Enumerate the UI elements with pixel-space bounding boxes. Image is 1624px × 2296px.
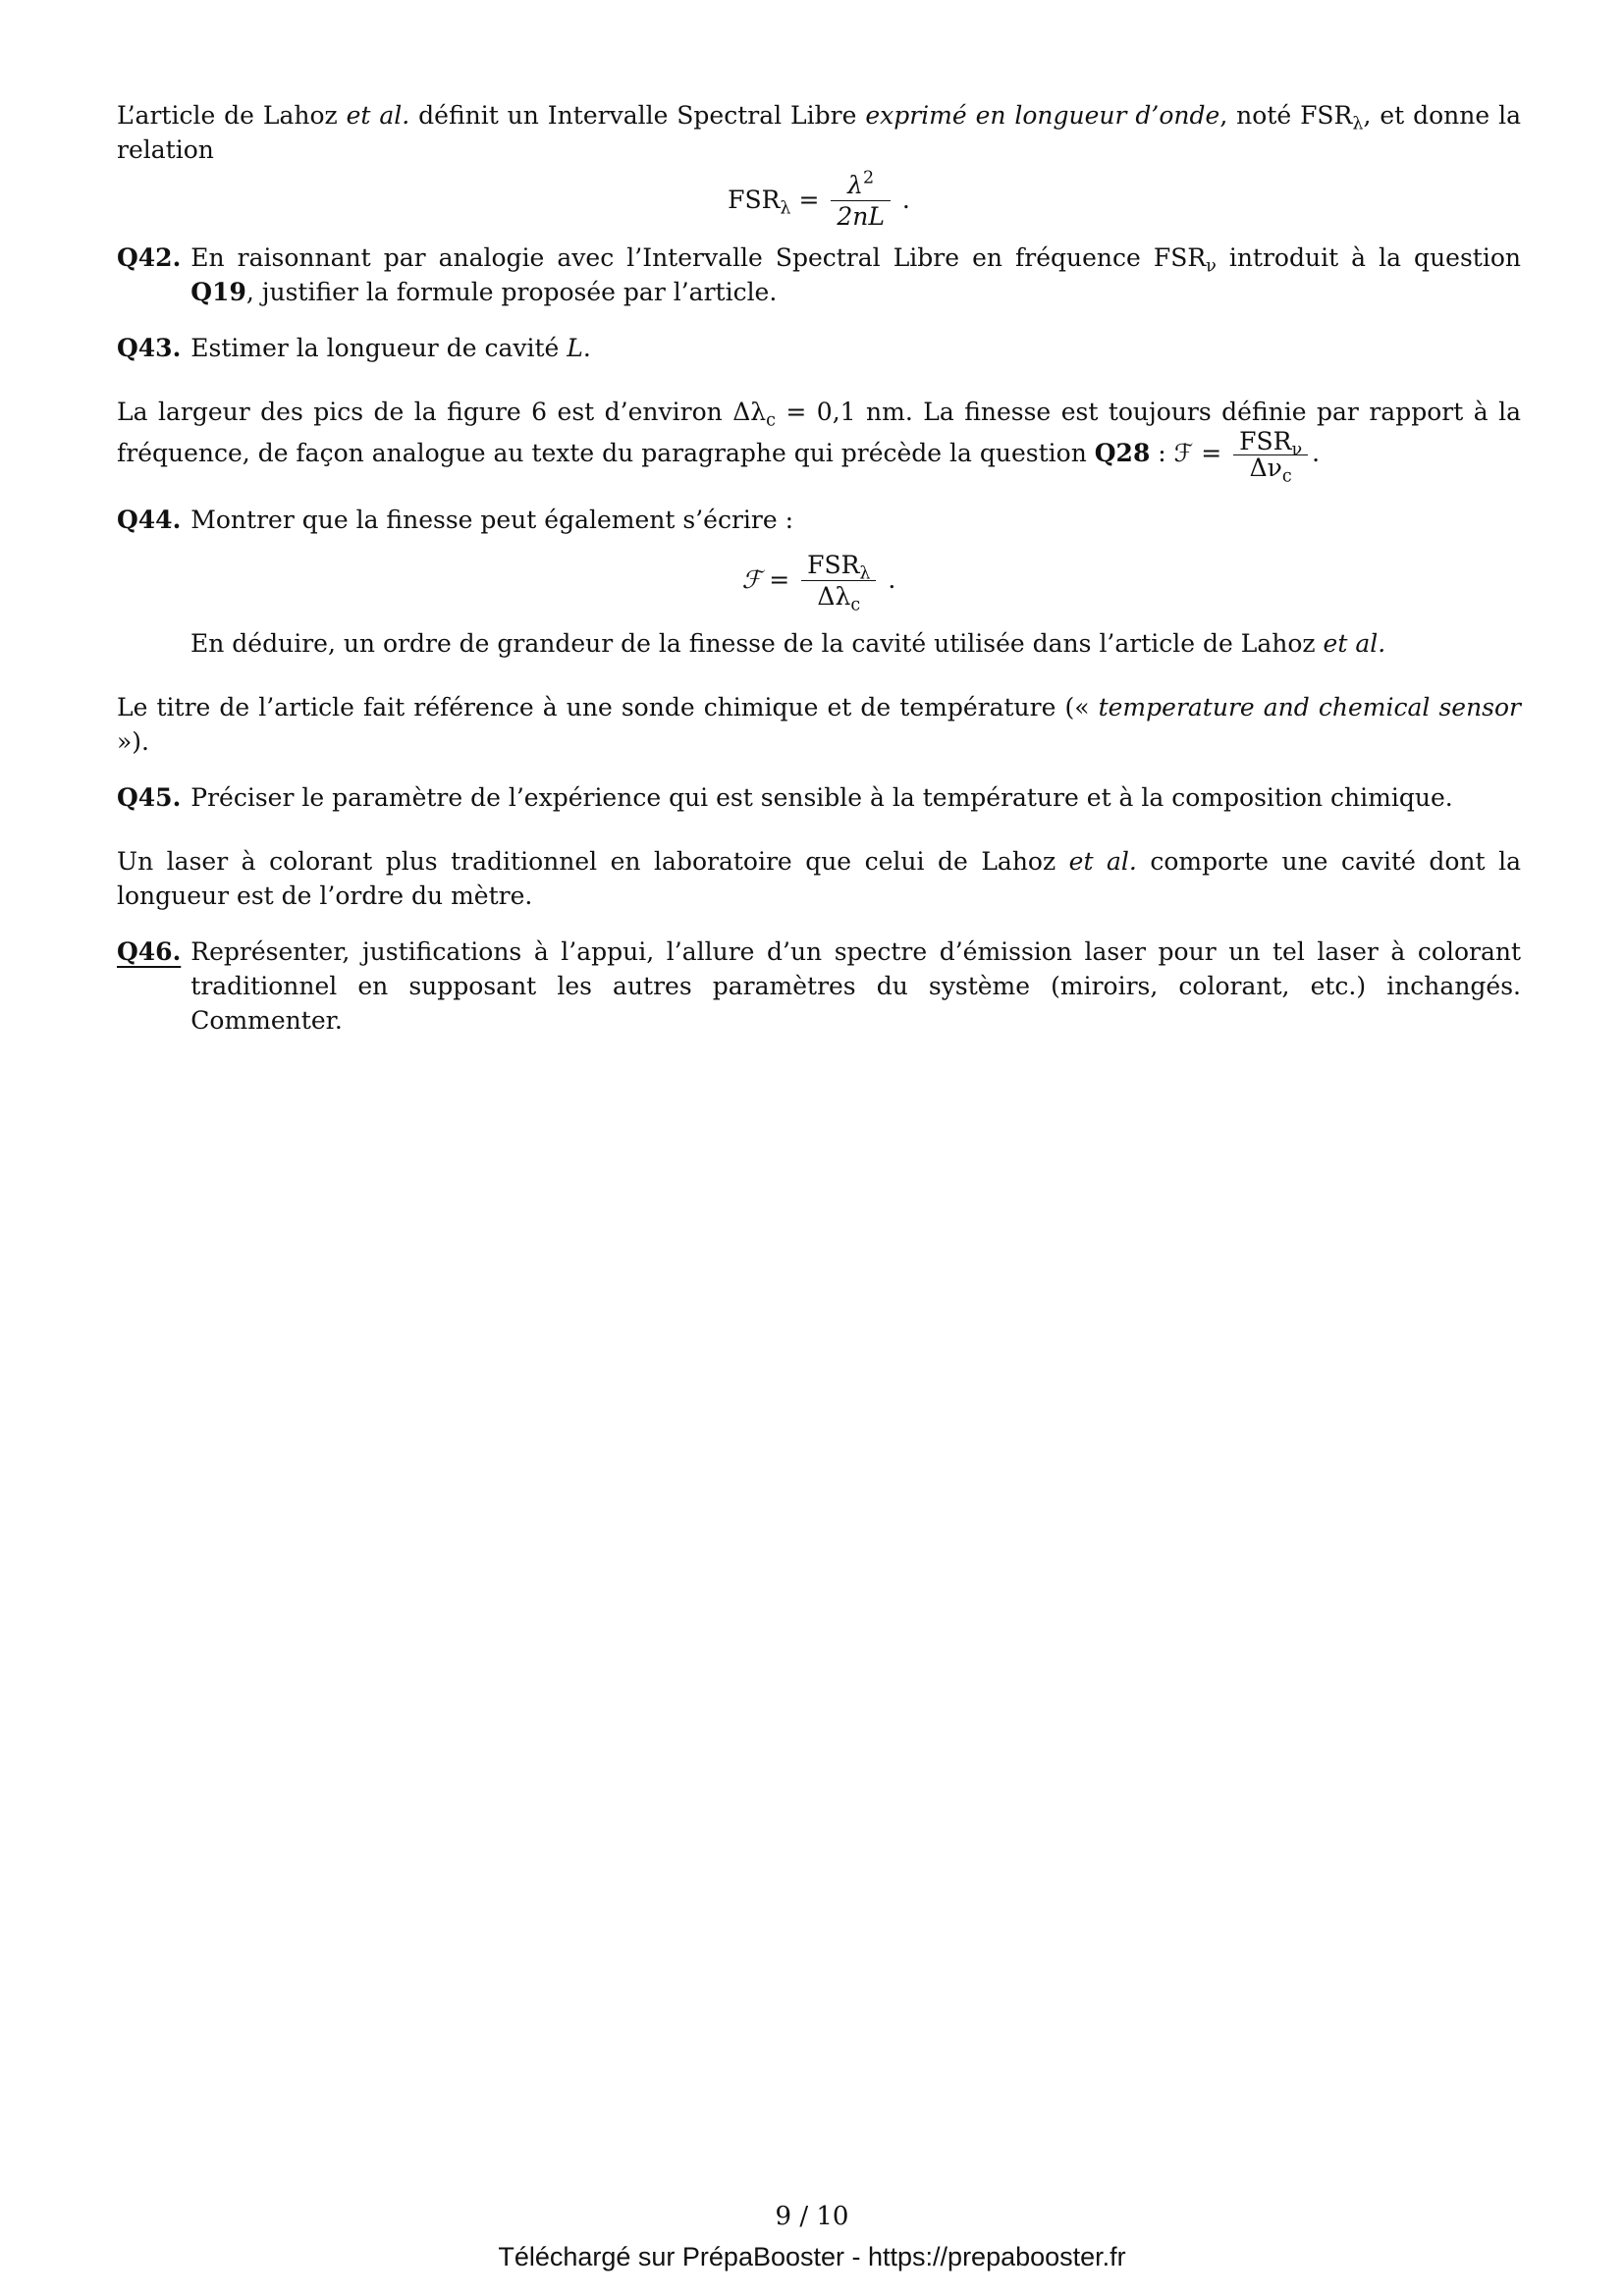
title-reference-paragraph: Le titre de l’article fait référence à une sonde chimique et de température (« temperature and chemical sensor »).	[117, 693, 1521, 756]
document-body	[117, 98, 1521, 1038]
et-al: et al.	[346, 101, 410, 130]
equation-finesse: ℱ = $\frac{FSR_\lambda}{\Delta\lambda_c}$ .	[741, 551, 896, 615]
q44-followup: En déduire, un ordre de grandeur de la finesse de la cavité utilisée dans l’article de Lahoz et al.	[190, 629, 1386, 658]
question-q43	[117, 331, 1521, 365]
question-q46	[117, 934, 1521, 1038]
traditional-laser-paragraph: Un laser à colorant plus traditionnel en laboratoire que celui de Lahoz et al. comporte une cavité dont la longueur est de l’ordre du mètre.	[117, 847, 1521, 910]
question-q45	[117, 780, 1521, 815]
question-label: Q46.	[117, 937, 182, 966]
emphasis: exprimé en longueur d’onde	[865, 101, 1220, 130]
intro-paragraph: L’article de Lahoz et al. définit un Intervalle Spectral Libre exprimé en longueur d’onde, noté $FSR_\lambda$, et donne la relation	[117, 101, 1521, 164]
question-text: Montrer que la finesse peut également s’écrire :	[190, 506, 794, 534]
page-number: 9 / 10	[775, 2202, 849, 2231]
question-label: Q44.	[117, 506, 182, 534]
question-q42	[117, 240, 1521, 309]
fraction: $\frac{FSR_\lambda}{\Delta\lambda_c}$	[801, 551, 876, 613]
download-credit: Téléchargé sur PrépaBooster - https://prepabooster.fr	[498, 2242, 1126, 2271]
question-q44	[117, 503, 1521, 537]
question-label: Q45.	[117, 783, 182, 812]
question-text: Préciser le paramètre de l’expérience qui est sensible à la température et à la composition chimique.	[190, 783, 1453, 812]
question-text: Représenter, justifications à l’appui, l’allure d’un spectre d’émission laser pour un tel laser à colorant traditionnel en supposant les autres paramètres du système (miroirs, colorant, etc.) inchangés. Commenter.	[190, 937, 1521, 1035]
fraction: $\frac{\lambda^2}{2nL}$	[831, 171, 891, 233]
question-label: Q43.	[117, 334, 182, 362]
question-text: Estimer la longueur de cavité L.	[190, 334, 591, 362]
question-label: Q42.	[117, 243, 182, 272]
equation-fsr-lambda: $FSR_\lambda$ = $\frac{\lambda^2}{2nL}$ .	[728, 168, 910, 231]
question-text: En raisonnant par analogie avec l’Intervalle Spectral Libre en fréquence $FSR_\nu$ introduit à la question Q19, justifier la formule proposée par l’article.	[190, 243, 1521, 306]
fraction: $\frac{FSR_\nu}{\Delta\nu_c}$	[1233, 429, 1308, 481]
peak-width-paragraph: La largeur des pics de la figure 6 est d’environ $\Delta\lambda_c = 0,1$ nm. La finesse est toujours définie par rapport à la fréquence, de façon analogue au texte du paragraphe qui précède la question Q28 : ℱ = $\frac{FSR_\nu}{\Delta\nu_c}$ .	[117, 398, 1521, 487]
